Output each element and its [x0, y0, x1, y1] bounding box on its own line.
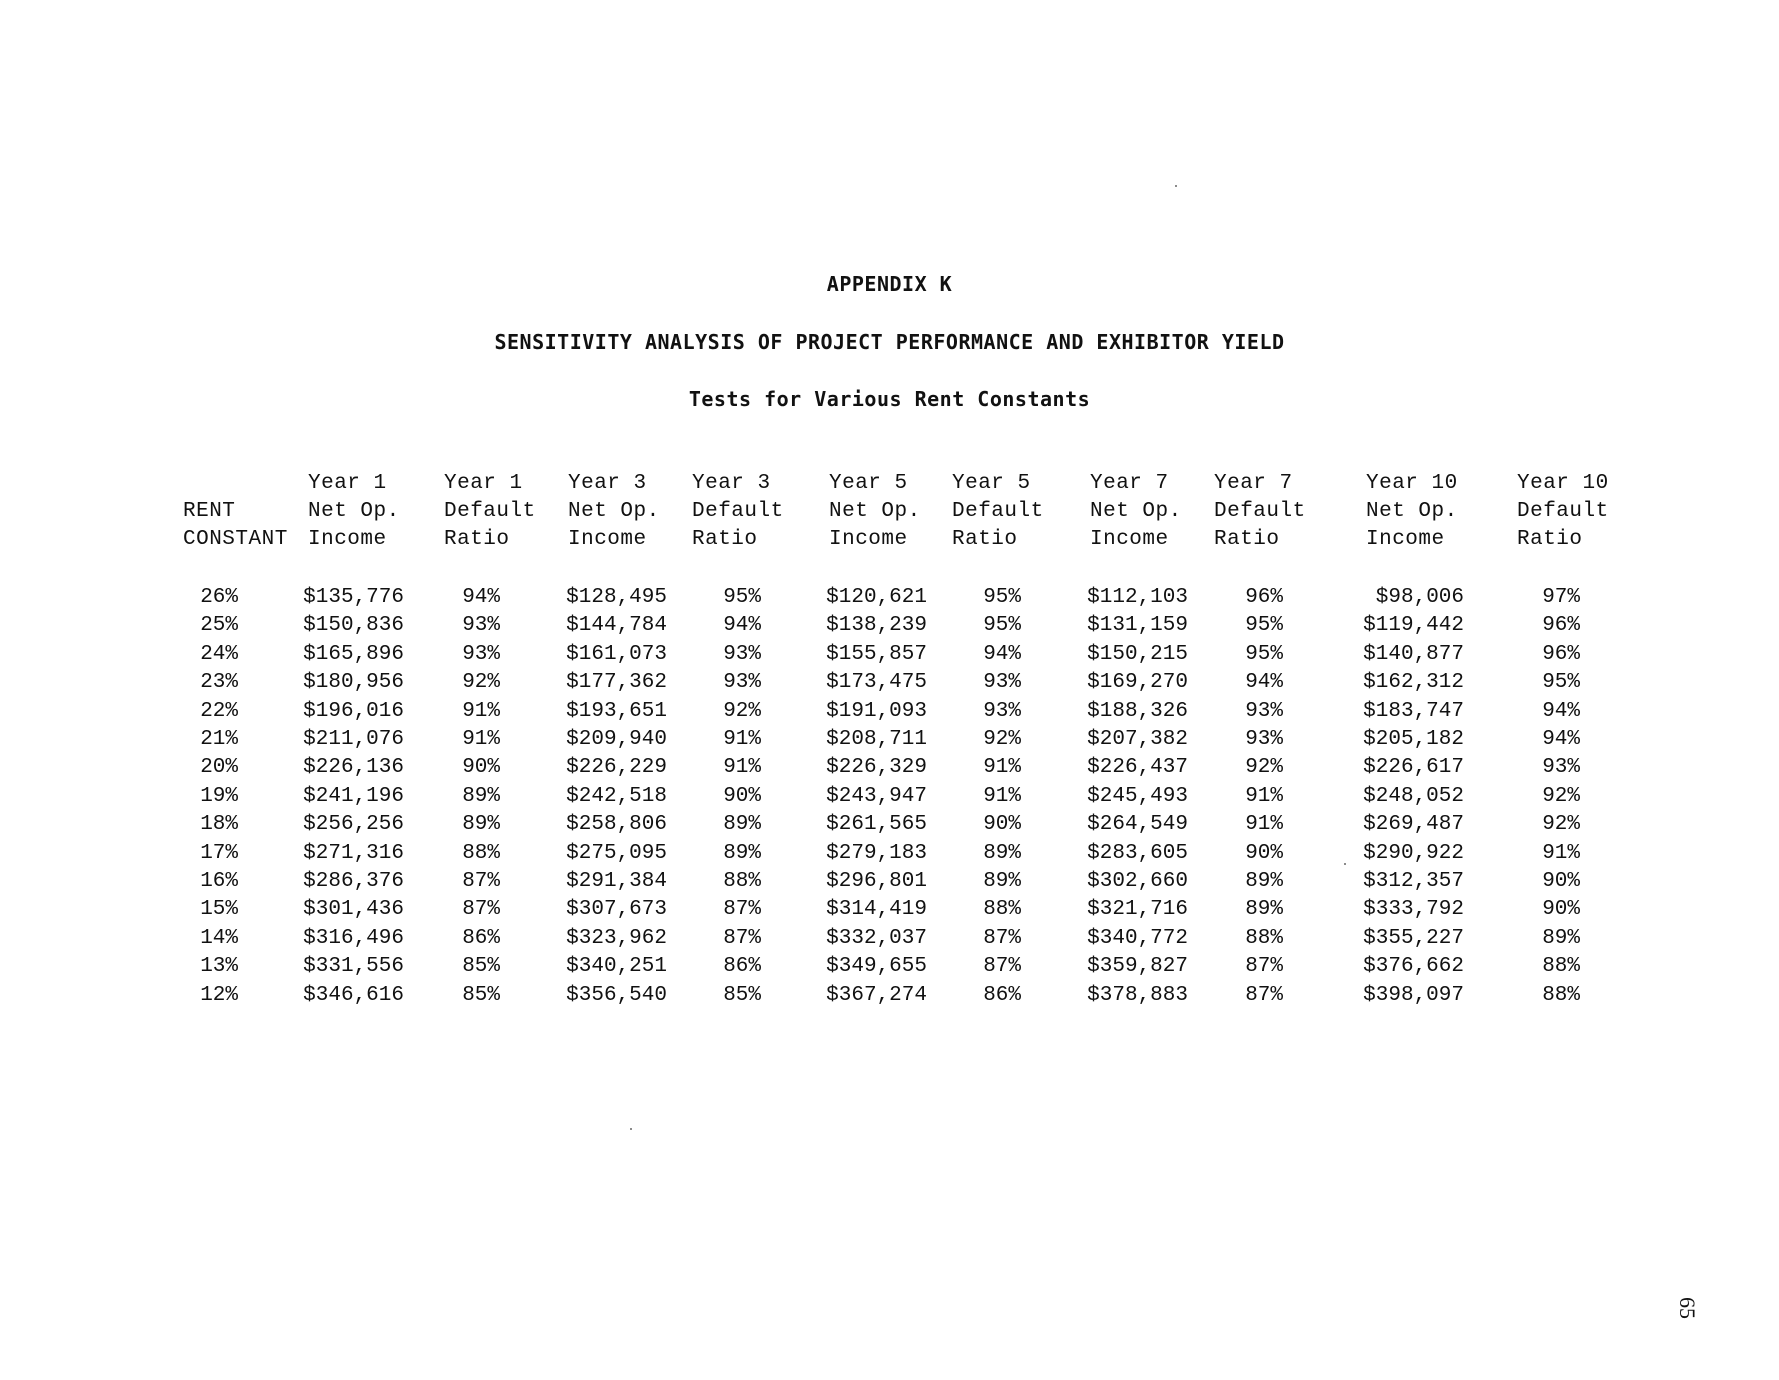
table-cell: $256,256: [303, 813, 404, 837]
table-cell: $333,792: [1363, 898, 1464, 922]
table-cell: $243,947: [826, 784, 927, 808]
table-cell: 85%: [462, 955, 500, 979]
table-cell: 91%: [1245, 784, 1283, 808]
table-cell: 95%: [1542, 671, 1580, 695]
table-cell: 89%: [462, 784, 500, 808]
table-cell: $144,784: [566, 614, 667, 638]
table-cell: 88%: [462, 841, 500, 865]
table-cell: $226,329: [826, 756, 927, 780]
table-cell: 94%: [1245, 671, 1283, 695]
table-cell: $302,660: [1087, 870, 1188, 893]
table-cell: 89%: [1245, 870, 1283, 893]
table-cell: $261,565: [826, 813, 927, 837]
table-cell: $207,382: [1087, 728, 1188, 751]
column-header-line: Net Op.: [308, 500, 400, 523]
table-cell: 94%: [1542, 728, 1580, 751]
table-cell: 90%: [1542, 870, 1580, 893]
column-header-line: RENT: [183, 500, 236, 523]
table-cell: 90%: [1245, 841, 1283, 865]
table-cell: 90%: [983, 813, 1021, 837]
table-cell: $286,376: [303, 870, 404, 893]
table-cell: $275,095: [566, 841, 667, 865]
table-cell: 91%: [462, 728, 500, 751]
table-cell: 91%: [462, 699, 500, 723]
table-cell: 93%: [462, 614, 500, 638]
table-cell: 91%: [723, 756, 761, 780]
document-title: SENSITIVITY ANALYSIS OF PROJECT PERFORMANCE AND EXHIBITOR YIELD: [494, 330, 1285, 354]
table-cell: $271,316: [303, 841, 404, 865]
table-cell: $226,437: [1087, 756, 1188, 780]
table-cell: 94%: [983, 642, 1021, 666]
table-cell: 90%: [462, 756, 500, 780]
table-cell: $169,270: [1087, 671, 1188, 695]
table-cell: 87%: [462, 898, 500, 922]
table-cell: $162,312: [1363, 671, 1464, 695]
table-cell: $135,776: [303, 586, 404, 609]
table-cell: $191,093: [826, 699, 927, 723]
column-header-line: Year 7: [1090, 472, 1169, 495]
column-header-line: Net Op.: [829, 500, 921, 523]
column-header-line: Ratio: [952, 528, 1018, 551]
table-cell: 91%: [1245, 813, 1283, 837]
scan-speck: [630, 1128, 632, 1130]
table-cell: 87%: [983, 926, 1021, 950]
table-cell: 92%: [1542, 813, 1580, 837]
table-cell: 95%: [983, 614, 1021, 638]
table-cell: $150,215: [1087, 642, 1188, 666]
table-cell: 93%: [723, 642, 761, 666]
table-cell: 88%: [1542, 983, 1580, 1007]
table-cell: 87%: [1245, 983, 1283, 1007]
column-header-line: Default: [692, 500, 784, 523]
table-cell: $241,196: [303, 784, 404, 808]
table-cell: 94%: [723, 614, 761, 638]
table-cell: $196,016: [303, 699, 404, 723]
table-cell: $355,227: [1363, 926, 1464, 950]
table-cell: $290,922: [1363, 841, 1464, 865]
table-cell: $359,827: [1087, 955, 1188, 979]
rent-constant-cell: 19%: [200, 784, 238, 808]
rent-constant-cell: 21%: [200, 728, 238, 751]
table-cell: $367,274: [826, 983, 927, 1007]
column-header-line: Net Op.: [1366, 500, 1458, 523]
table-cell: $332,037: [826, 926, 927, 950]
column-header-line: Default: [1214, 500, 1306, 523]
table-cell: 91%: [983, 784, 1021, 808]
table-cell: $193,651: [566, 699, 667, 723]
table-cell: 85%: [723, 983, 761, 1007]
table-cell: $258,806: [566, 813, 667, 837]
rent-constant-cell: 20%: [200, 756, 238, 780]
table-cell: 85%: [462, 983, 500, 1007]
table-cell: $140,877: [1363, 642, 1464, 666]
table-cell: 91%: [1542, 841, 1580, 865]
table-cell: $340,772: [1087, 926, 1188, 950]
table-cell: 88%: [723, 870, 761, 893]
rent-constant-cell: 12%: [200, 983, 238, 1007]
table-cell: $316,496: [303, 926, 404, 950]
table-cell: $138,239: [826, 614, 927, 638]
table-cell: $208,711: [826, 728, 927, 751]
table-cell: $150,836: [303, 614, 404, 638]
column-header-line: Income: [308, 528, 387, 551]
table-cell: 94%: [462, 586, 500, 609]
table-cell: 93%: [462, 642, 500, 666]
scan-speck: [1175, 185, 1177, 187]
rent-constant-cell: 15%: [200, 898, 238, 922]
scan-speck: [1344, 863, 1346, 865]
table-cell: $323,962: [566, 926, 667, 950]
table-cell: 96%: [1245, 586, 1283, 609]
table-cell: 89%: [1542, 926, 1580, 950]
column-header-line: Ratio: [444, 528, 510, 551]
table-cell: $398,097: [1363, 983, 1464, 1007]
column-header-line: Year 1: [308, 472, 387, 495]
table-cell: $301,436: [303, 898, 404, 922]
table-cell: $291,384: [566, 870, 667, 893]
table-cell: 96%: [1542, 614, 1580, 638]
table-cell: 93%: [983, 699, 1021, 723]
table-cell: 87%: [983, 955, 1021, 979]
column-header-line: Year 1: [444, 472, 523, 495]
table-cell: 88%: [1245, 926, 1283, 950]
table-cell: 90%: [1542, 898, 1580, 922]
table-cell: $349,655: [826, 955, 927, 979]
table-cell: $112,103: [1087, 586, 1188, 609]
table-cell: 94%: [1542, 699, 1580, 723]
table-cell: $120,621: [826, 586, 927, 609]
page-number: 65: [1675, 1297, 1700, 1319]
table-cell: 87%: [462, 870, 500, 893]
rent-constant-cell: 14%: [200, 926, 238, 950]
table-cell: 93%: [983, 671, 1021, 695]
table-cell: 90%: [723, 784, 761, 808]
table-cell: 86%: [723, 955, 761, 979]
rent-constant-cell: 16%: [200, 870, 238, 893]
rent-constant-cell: 23%: [200, 671, 238, 695]
table-cell: $226,136: [303, 756, 404, 780]
column-header-line: Income: [568, 528, 647, 551]
table-cell: 92%: [1542, 784, 1580, 808]
table-cell: $165,896: [303, 642, 404, 666]
table-cell: $173,475: [826, 671, 927, 695]
table-cell: 96%: [1542, 642, 1580, 666]
table-cell: 91%: [983, 756, 1021, 780]
column-header-line: Income: [829, 528, 908, 551]
table-cell: 89%: [462, 813, 500, 837]
table-cell: 92%: [462, 671, 500, 695]
table-cell: $119,442: [1363, 614, 1464, 638]
table-cell: $242,518: [566, 784, 667, 808]
table-cell: $245,493: [1087, 784, 1188, 808]
rent-constant-cell: 25%: [200, 614, 238, 638]
column-header-line: CONSTANT: [183, 528, 288, 551]
table-cell: $340,251: [566, 955, 667, 979]
table-cell: 86%: [983, 983, 1021, 1007]
column-header-line: Default: [952, 500, 1044, 523]
column-header-line: Income: [1090, 528, 1169, 551]
column-header-line: Year 7: [1214, 472, 1293, 495]
table-cell: 95%: [1245, 642, 1283, 666]
table-cell: 89%: [983, 870, 1021, 893]
table-cell: $331,556: [303, 955, 404, 979]
column-header-line: Year 5: [829, 472, 908, 495]
table-cell: $279,183: [826, 841, 927, 865]
table-cell: 91%: [723, 728, 761, 751]
table-cell: $128,495: [566, 586, 667, 609]
table-cell: 93%: [1245, 728, 1283, 751]
table-cell: 93%: [723, 671, 761, 695]
table-cell: $226,229: [566, 756, 667, 780]
rent-constant-cell: 26%: [200, 586, 238, 609]
column-header-line: Income: [1366, 528, 1445, 551]
column-header-line: Ratio: [692, 528, 758, 551]
table-cell: $177,362: [566, 671, 667, 695]
column-header-line: Ratio: [1517, 528, 1583, 551]
table-cell: $321,716: [1087, 898, 1188, 922]
table-cell: $161,073: [566, 642, 667, 666]
table-cell: $376,662: [1363, 955, 1464, 979]
table-cell: 87%: [723, 898, 761, 922]
column-header-line: Default: [1517, 500, 1609, 523]
table-cell: $314,419: [826, 898, 927, 922]
column-header-line: Net Op.: [568, 500, 660, 523]
rent-constant-cell: 22%: [200, 699, 238, 723]
table-cell: $180,956: [303, 671, 404, 695]
table-cell: 86%: [462, 926, 500, 950]
table-cell: 92%: [723, 699, 761, 723]
rent-constant-cell: 24%: [200, 642, 238, 666]
table-cell: 88%: [1542, 955, 1580, 979]
table-cell: 95%: [983, 586, 1021, 609]
table-subtitle: Tests for Various Rent Constants: [688, 387, 1091, 411]
column-header-line: Net Op.: [1090, 500, 1182, 523]
rent-constant-cell: 17%: [200, 841, 238, 865]
table-cell: 88%: [983, 898, 1021, 922]
table-cell: $183,747: [1363, 699, 1464, 723]
table-cell: $356,540: [566, 983, 667, 1007]
table-cell: $269,487: [1363, 813, 1464, 837]
table-cell: 89%: [723, 813, 761, 837]
table-cell: 87%: [723, 926, 761, 950]
table-cell: $307,673: [566, 898, 667, 922]
column-header-line: Year 3: [692, 472, 771, 495]
table-cell: $312,357: [1363, 870, 1464, 893]
table-cell: 87%: [1245, 955, 1283, 979]
table-cell: $378,883: [1087, 983, 1188, 1007]
table-cell: $98,006: [1375, 586, 1464, 609]
table-cell: $205,182: [1363, 728, 1464, 751]
table-cell: $131,159: [1087, 614, 1188, 638]
rent-constant-cell: 18%: [200, 813, 238, 837]
table-cell: $283,605: [1087, 841, 1188, 865]
table-cell: $188,326: [1087, 699, 1188, 723]
table-cell: $209,940: [566, 728, 667, 751]
table-cell: 92%: [1245, 756, 1283, 780]
column-header-line: Year 10: [1517, 472, 1609, 495]
table-cell: 93%: [1245, 699, 1283, 723]
table-cell: $248,052: [1363, 784, 1464, 808]
column-header-line: Default: [444, 500, 536, 523]
column-header-line: Ratio: [1214, 528, 1280, 551]
table-cell: $264,549: [1087, 813, 1188, 837]
table-cell: 89%: [1245, 898, 1283, 922]
table-cell: 89%: [723, 841, 761, 865]
column-header-line: Year 5: [952, 472, 1031, 495]
table-cell: 95%: [723, 586, 761, 609]
table-cell: $211,076: [303, 728, 404, 751]
table-cell: 89%: [983, 841, 1021, 865]
table-cell: 93%: [1542, 756, 1580, 780]
appendix-label: APPENDIX K: [826, 272, 953, 296]
table-cell: 97%: [1542, 586, 1580, 609]
table-cell: 95%: [1245, 614, 1283, 638]
rent-constant-cell: 13%: [200, 955, 238, 979]
table-cell: $226,617: [1363, 756, 1464, 780]
column-header-line: Year 3: [568, 472, 647, 495]
table-cell: $346,616: [303, 983, 404, 1007]
column-header-line: Year 10: [1366, 472, 1458, 495]
table-cell: $155,857: [826, 642, 927, 666]
table-cell: $296,801: [826, 870, 927, 893]
table-cell: 92%: [983, 728, 1021, 751]
